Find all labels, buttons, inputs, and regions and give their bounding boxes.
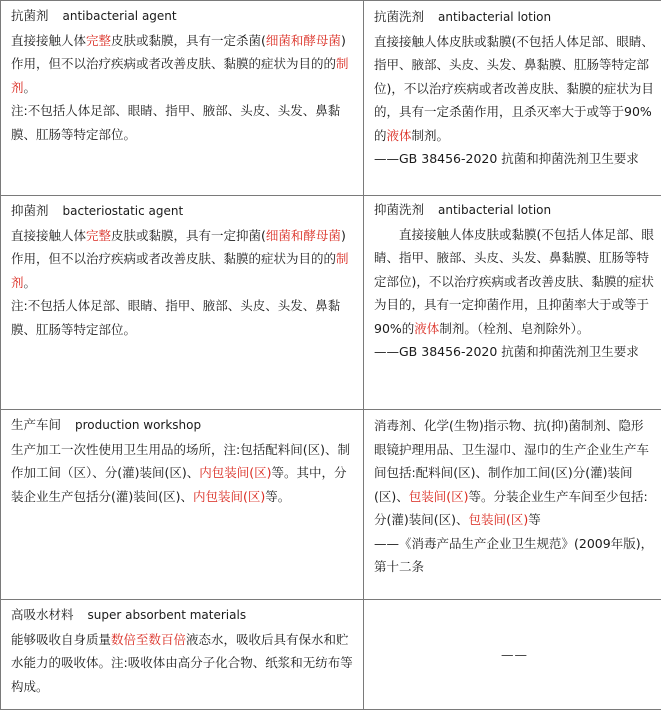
left-cell-bacteriostatic-agent [1, 196, 364, 410]
table-row [1, 1, 661, 196]
term-cn: 抗菌剂 [11, 8, 49, 23]
text-segment: 生产加工一次性使用卫生用品的场所，注:包括配料间(区)、制作加工间（区）、分(灌)装间(区)、 [11, 441, 350, 480]
right-cell-empty [364, 600, 661, 710]
definition [374, 30, 655, 148]
text-segment: 能够吸收自身质量 [11, 631, 112, 647]
highlighted-text: 液体 [414, 320, 440, 336]
term-cn: 抑菌洗剂 [374, 202, 425, 217]
text-segment: 等。 [265, 488, 291, 504]
highlighted-text: 制剂 [11, 251, 349, 290]
text-segment: 皮肤或黏膜，具有一定抑菌( [111, 227, 266, 243]
definition [11, 224, 357, 295]
source-citation: ——GB 38456-2020 抗菌和抑菌洗剂卫生要求 [374, 151, 639, 166]
term-heading [374, 198, 655, 223]
right-cell-antibacterial-lotion [364, 1, 661, 196]
highlighted-text: 数倍至数百倍 [111, 631, 187, 647]
term-en: super absorbent materials [87, 608, 247, 622]
text-segment: 皮肤或黏膜，具有一定杀菌( [111, 32, 266, 48]
text-segment: 等。分装企业生产车间至少包括:分(灌)装间(区)、 [374, 488, 648, 527]
text-segment: 制剂。（栓剂、皂剂除外）。 [439, 320, 590, 336]
highlighted-text: 完整 [86, 227, 112, 243]
text-segment: 等。其中，分装企业生产包括分(灌)装间(区)、 [11, 465, 347, 504]
term-heading [11, 603, 357, 628]
term-en: bacteriostatic agent [62, 204, 184, 218]
empty-placeholder: —— [501, 646, 528, 662]
term-en: antibacterial lotion [438, 10, 552, 24]
left-cell-production-workshop [1, 410, 364, 600]
term-en: production workshop [75, 418, 202, 432]
highlighted-text: 内包装间(区) [199, 465, 272, 480]
definition [11, 438, 357, 509]
text-segment: 直接接触人体 [11, 32, 87, 48]
highlighted-text: 制剂 [11, 56, 349, 95]
definition [11, 628, 357, 699]
text-segment: 制剂。 [411, 127, 450, 143]
text-segment: 。 [23, 79, 37, 95]
text-segment: )作用，但不以治疗疾病或者改善皮肤、黏膜的症状为目的的 [11, 32, 346, 71]
note: 注:不包括人体足部、眼睛、指甲、腋部、头皮、头发、鼻黏膜、肛肠等特定部位。 [11, 103, 341, 142]
text-segment: 等 [528, 512, 541, 527]
term-heading [11, 413, 357, 438]
term-cn: 生产车间 [11, 417, 62, 432]
highlighted-text: 细菌和酵母菌 [265, 227, 341, 243]
highlighted-text: 内包装间(区) [193, 488, 266, 504]
text-segment: 。 [23, 274, 37, 290]
source-citation: ——《消毒产品生产企业卫生规范》(2009年版)，第十二条 [374, 535, 654, 574]
term-heading [374, 5, 655, 30]
highlighted-text: 完整 [86, 32, 112, 48]
right-cell-workshop-regulation [364, 410, 661, 600]
definition [374, 414, 655, 532]
definition [374, 223, 655, 341]
term-cn: 抑菌剂 [11, 203, 49, 218]
note: 注:不包括人体足部、眼睛、指甲、腋部、头皮、头发、鼻黏膜、肛肠等特定部位。 [11, 298, 341, 337]
text-segment: 直接接触人体皮肤或黏膜(不包括人体足部、眼睛、指甲、腋部、头皮、头发、鼻黏膜、肛肠等特定部位)，不以治疗疾病或者改善皮肤、黏膜的症状为目的，具有一定杀菌作用，且杀灭率大于或等于90%的 [374, 33, 654, 143]
table-row [1, 410, 661, 600]
term-en: antibacterial agent [62, 9, 177, 23]
highlighted-text: 包装间(区) [468, 512, 529, 527]
text-segment: )作用，但不以治疗疾病或者改善皮肤、黏膜的症状为目的的 [11, 227, 346, 266]
term-en: antibacterial lotion [438, 203, 552, 217]
highlighted-text: 液体 [386, 127, 412, 143]
source-citation: ——GB 38456-2020 抗菌和抑菌洗剂卫生要求 [374, 344, 639, 359]
highlighted-text: 细菌和酵母菌 [265, 32, 341, 48]
table-row [1, 196, 661, 410]
left-cell-super-absorbent [1, 600, 364, 710]
table-row [1, 600, 661, 710]
term-cn: 高吸水材料 [11, 607, 74, 622]
text-segment: 消毒剂、化学(生物)指示物、抗(抑)菌制剂、隐形眼镜护理用品、卫生湿巾、湿巾的生产企业生产车间包括:配料间(区)、制作加工间(区)分(灌)装间(区)、 [374, 418, 650, 504]
term-heading [11, 4, 357, 29]
text-segment: 直接接触人体 [11, 227, 87, 243]
definition [11, 29, 357, 100]
right-cell-bacteriostatic-lotion [364, 196, 661, 410]
term-cn: 抗菌洗剂 [374, 9, 425, 24]
highlighted-text: 包装间(区) [408, 488, 469, 504]
term-heading [11, 199, 357, 224]
left-cell-antibacterial-agent [1, 1, 364, 196]
text-segment: 液态水，吸收后具有保水和贮水能力的吸收体。注:吸收体由高分子化合物、纸浆和无纺布等构成。 [11, 631, 353, 694]
text-segment: 直接接触人体皮肤或黏膜(不包括人体足部、眼睛、指甲、腋部、头皮、头发、鼻黏膜、肛肠等特定部位)，不以治疗疾病或者改善皮肤、黏膜的症状为目的，具有一定抑菌作用，且抑菌率大于或等于90%的 [374, 226, 654, 336]
